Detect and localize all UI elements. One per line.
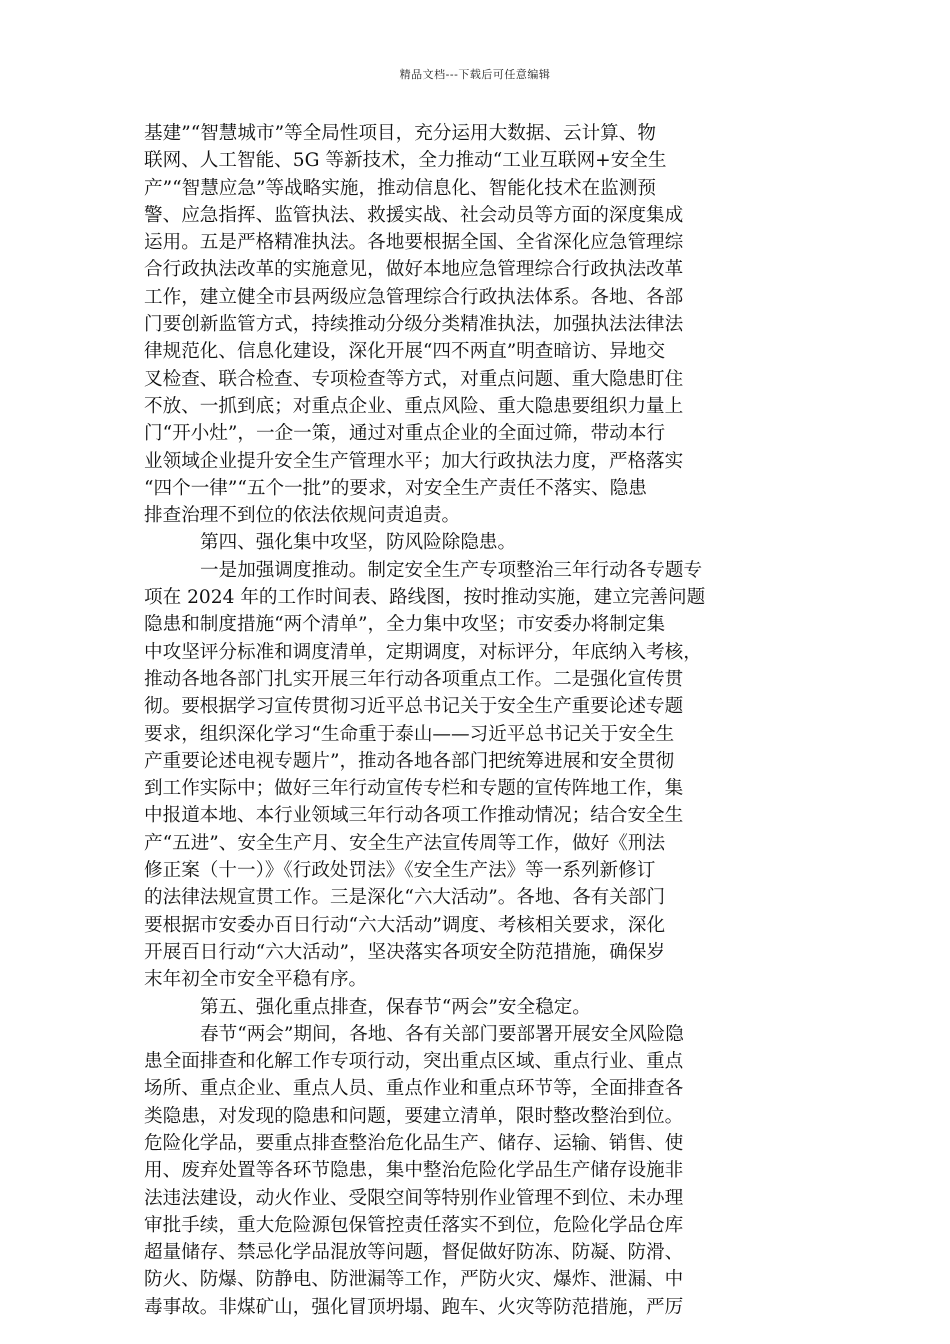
text-line: 产“五进”、安全生产月、安全生产法宣传周等工作，做好《刑法 (144, 832, 666, 854)
text-line: 超量储存、禁忌化学品混放等问题，督促做好防冻、防凝、防滑、 (144, 1242, 684, 1264)
text-line: 律规范化、信息化建设，深化开展“四不两直”明查暗访、异地交 (144, 341, 666, 363)
text-line: 要求，组织深化学习“生命重于泰山——习近平总书记关于安全生 (144, 723, 675, 745)
text-line: 场所、重点企业、重点人员、重点作业和重点环节等，全面排查各 (144, 1078, 684, 1100)
text-line: 门“开小灶”，一企一策，通过对重点企业的全面过筛，带动本行 (144, 423, 666, 445)
text-line: 工作，建立健全市县两级应急管理综合行政执法体系。各地、各部 (144, 286, 684, 308)
page-header: 精品文档---下载后可任意编辑 (399, 68, 551, 81)
text-line: 中报道本地、本行业领域三年行动各项工作推动情况；结合安全生 (144, 805, 684, 827)
text-line: 产”“智慧应急”等战略实施，推动信息化、智能化技术在监测预 (144, 177, 656, 199)
text-line: 叉检查、联合检查、专项检查等方式，对重点问题、重大隐患盯住 (144, 368, 684, 390)
text-line: 用、废弃处置等各环节隐患，集中整治危险化学品生产储存设施非 (144, 1160, 684, 1182)
text-line: 第四、强化集中攻坚，防风险除隐患。 (200, 532, 517, 554)
text-line: 推动各地各部门扎实开展三年行动各项重点工作。二是强化宣传贯 (144, 668, 684, 690)
document-body (144, 120, 809, 1321)
text-line: 业领域企业提升安全生产管理水平；加大行政执法力度，严格落实 (144, 450, 684, 472)
text-line: 联网、人工智能、5G 等新技术，全力推动“工业互联网+安全生 (144, 150, 667, 172)
text-line: 基建”“智慧城市”等全局性项目，充分运用大数据、云计算、物 (144, 123, 656, 144)
text-line: 运用。五是严格精准执法。各地要根据全国、全省深化应急管理综 (144, 232, 684, 254)
text-line: 项在 2024 年的工作时间表、路线图，按时推动实施，建立完善问题 (144, 587, 706, 609)
text-line: 法违法建设，动火作业、受限空间等特别作业管理不到位、未办理 (144, 1187, 684, 1209)
text-line: 防火、防爆、防静电、防泄漏等工作，严防火灾、爆炸、泄漏、中 (144, 1269, 684, 1291)
text-line: 审批手续，重大危险源包保管控责任落实不到位，危险化学品仓库 (144, 1214, 684, 1236)
text-line: 类隐患，对发现的隐患和问题，要建立清单，限时整改整治到位。 (144, 1105, 684, 1127)
text-line: 危险化学品，要重点排查整治危化品生产、储存、运输、销售、使 (144, 1132, 684, 1154)
text-line: 末年初全市安全平稳有序。 (144, 969, 368, 991)
text-line: 开展百日行动“六大活动”，坚决落实各项安全防范措施，确保岁 (144, 941, 666, 963)
text-line: 到工作实际中；做好三年行动宣传专栏和专题的宣传阵地工作，集 (144, 778, 684, 800)
text-line: 隐患和制度措施“两个清单”，全力集中攻坚；市安委办将制定集 (144, 614, 666, 636)
text-line: 彻。要根据学习宣传贯彻习近平总书记关于安全生产重要论述专题 (144, 696, 684, 718)
text-line: 要根据市安委办百日行动“六大活动”调度、考核相关要求，深化 (144, 914, 666, 936)
text-line: 门要创新监管方式，持续推动分级分类精准执法，加强执法法律法 (144, 314, 684, 336)
text-line: 排查治理不到位的依法依规问责追责。 (144, 505, 461, 527)
text-line: 修正案（十一）》《行政处罚法》《安全生产法》等一系列新修订 (144, 860, 656, 882)
text-line: “四个一律”“五个一批”的要求，对安全生产责任不落实、隐患 (144, 477, 647, 499)
text-line: 一是加强调度推动。制定安全生产专项整治三年行动各专题专 (200, 559, 703, 581)
text-line: 第五、强化重点排查，保春节“两会”安全稳定。 (200, 996, 591, 1018)
text-line: 中攻坚评分标准和调度清单，定期调度，对标评分，年底纳入考核， (144, 641, 702, 663)
text-line: 不放、一抓到底；对重点企业、重点风险、重大隐患要组织力量上 (144, 395, 684, 417)
text-line: 产重要论述电视专题片”，推动各地各部门把统筹进展和安全贯彻 (144, 750, 675, 772)
text-line: 毒事故。非煤矿山，强化冒顶坍塌、跑车、火灾等防范措施，严厉 (144, 1296, 684, 1318)
text-line: 春节“两会”期间，各地、各有关部门要部署开展安全风险隐 (200, 1023, 684, 1045)
text-line: 警、应急指挥、监管执法、救援实战、社会动员等方面的深度集成 (144, 204, 684, 226)
text-line: 合行政执法改革的实施意见，做好本地应急管理综合行政执法改革 (144, 259, 684, 281)
text-line: 患全面排查和化解工作专项行动，突出重点区域、重点行业、重点 (144, 1051, 684, 1073)
text-line: 的法律法规宣贯工作。三是深化“六大活动”。各地、各有关部门 (144, 887, 666, 909)
